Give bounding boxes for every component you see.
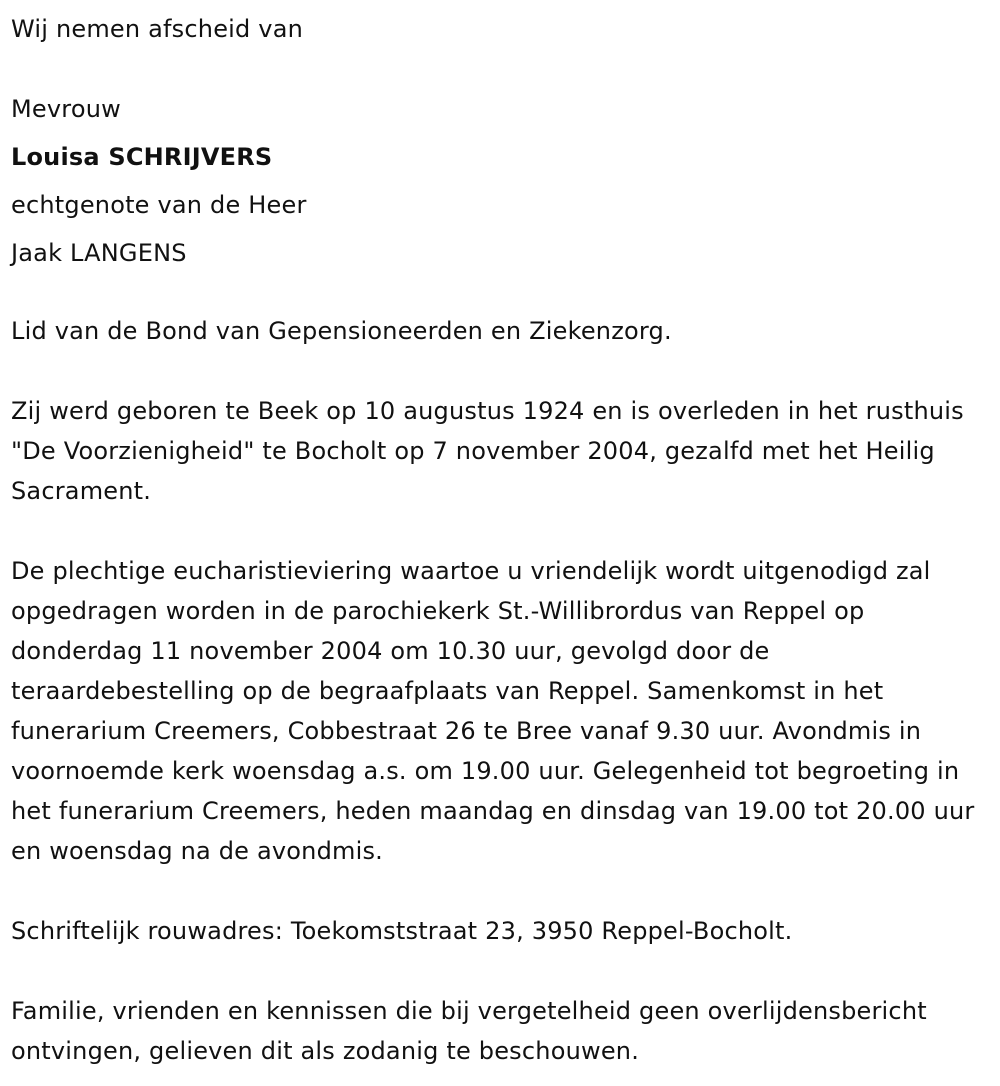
closing-paragraph: Familie, vrienden en kennissen die bij vergetelheid geen overlijdensbericht ontvingen, gelieven dit als zodanig te beschouwen. [11, 997, 927, 1065]
deceased-name: Louisa SCHRIJVERS [11, 143, 273, 171]
intro-line: Wij nemen afscheid van [11, 15, 304, 43]
title-line: Mevrouw [11, 95, 121, 123]
address-paragraph: Schriftelijk rouwadres: Toekomststraat 23, 3950 Reppel-Bocholt. [11, 917, 793, 945]
birth-death-paragraph: Zij werd geboren te Beek op 10 augustus 1924 en is overleden in het rusthuis "De Voorzienigheid" te Bocholt op 7 november 2004, gezalfd met het Heilig Sacrament. [11, 397, 964, 505]
spouse-label: echtgenote van de Heer [11, 191, 307, 219]
obituary-notice [11, 5, 996, 1071]
membership-paragraph: Lid van de Bond van Gepensioneerden en Ziekenzorg. [11, 317, 672, 345]
spouse-name: Jaak LANGENS [11, 239, 187, 267]
ceremony-paragraph: De plechtige eucharistieviering waartoe u vriendelijk wordt uitgenodigd zal opgedragen worden in de parochiekerk St.-Willibrordus van Reppel op donderdag 11 november 2004 om 10.30 uur, gevolgd door de teraardebestelling op de begraafplaats van Reppel. Samenkomst in het funerarium Creemers, Cobbestraat 26 te Bree vanaf 9.30 uur. Avondmis in voornoemde kerk woensdag a.s. om 19.00 uur. Gelegenheid tot begroeting in het funerarium Creemers, heden maandag en dinsdag van 19.00 tot 20.00 uur en woensdag na de avondmis. [11, 557, 975, 865]
